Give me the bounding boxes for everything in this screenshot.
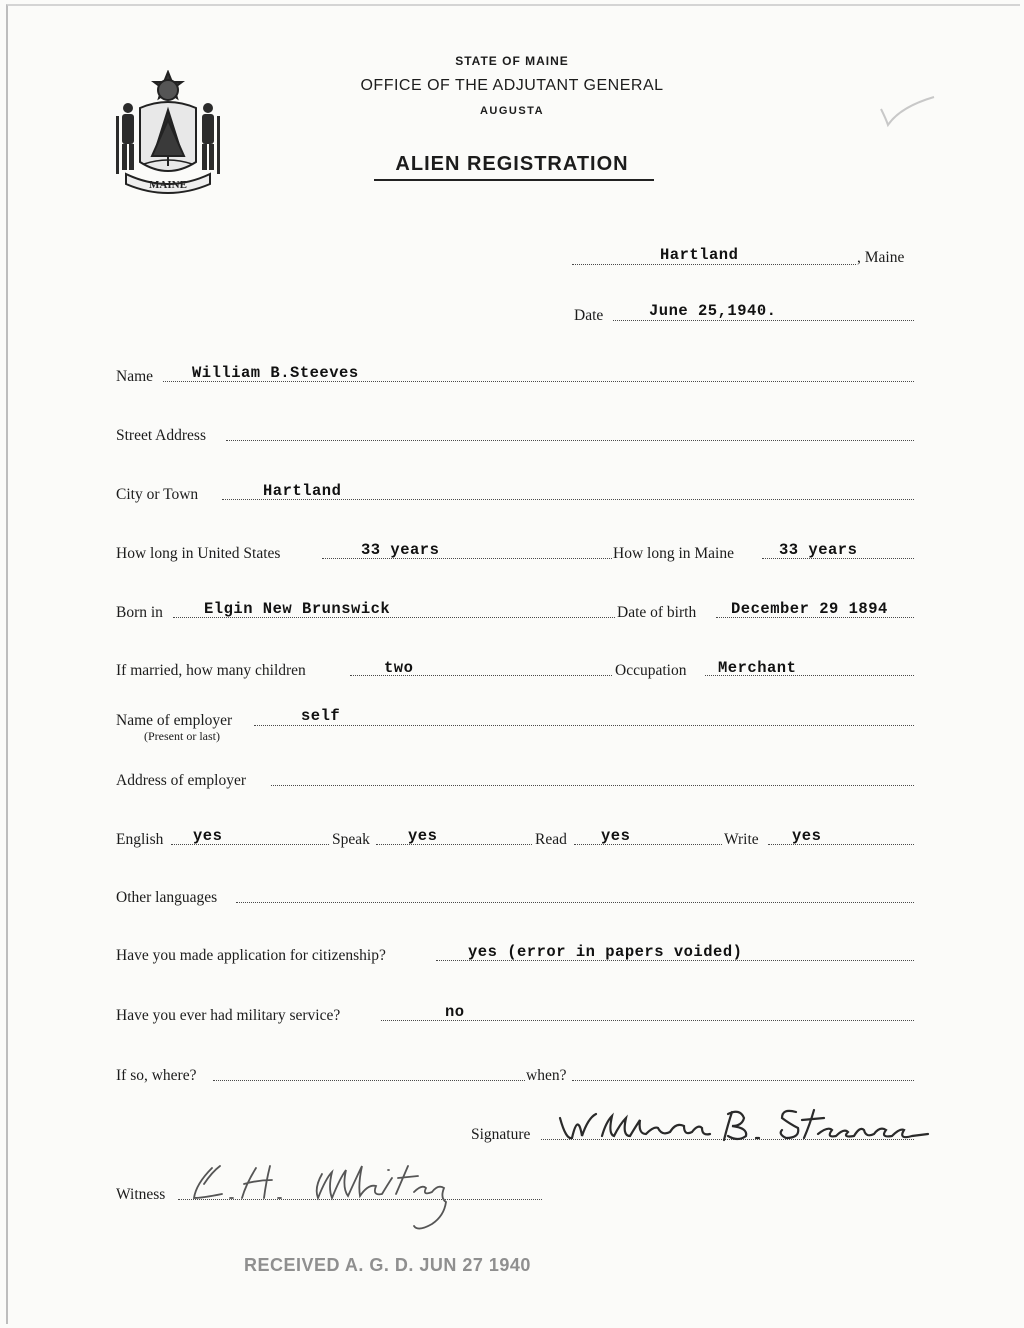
check-mark-icon: [878, 95, 938, 129]
signature-label: Signature: [471, 1126, 531, 1143]
street-label: Street Address: [116, 427, 206, 444]
dob-value: December 29 1894: [731, 600, 888, 618]
speak-label: Speak: [332, 831, 370, 848]
place-town: Hartland: [660, 246, 739, 264]
street-line: [226, 440, 914, 441]
children-value: two: [384, 659, 414, 677]
other-languages-line: [236, 902, 914, 903]
state-heading: STATE OF MAINE: [455, 54, 569, 68]
us-duration-label: How long in United States: [116, 545, 281, 562]
dob-label: Date of birth: [617, 604, 697, 621]
title-underline: [374, 179, 654, 181]
citizenship-label: Have you made application for citizenship?: [116, 947, 386, 964]
date-line: [613, 320, 914, 321]
city-value: Hartland: [263, 482, 342, 500]
maine-duration-label: How long in Maine: [613, 545, 734, 562]
witness-label: Witness: [116, 1186, 166, 1203]
date-label: Date: [574, 307, 604, 324]
military-value: no: [445, 1003, 465, 1021]
seal-text: MAINE: [149, 179, 187, 191]
when-label: when?: [526, 1067, 567, 1084]
where-line: [213, 1080, 525, 1081]
witness-handwriting: [182, 1154, 472, 1234]
form-title: ALIEN REGISTRATION: [395, 153, 629, 175]
write-line: [768, 844, 914, 845]
other-languages-label: Other languages: [116, 889, 218, 906]
city-label: City or Town: [116, 486, 199, 503]
employer-sublabel: (Present or last): [144, 729, 220, 743]
occupation-value: Merchant: [718, 659, 797, 677]
office-heading: OFFICE OF THE ADJUTANT GENERAL: [360, 77, 664, 94]
signature-handwriting: [542, 1104, 940, 1150]
employer-line: [254, 725, 914, 726]
us-duration-value: 33 years: [361, 541, 440, 559]
english-value: yes: [193, 827, 223, 845]
employer-value: self: [301, 707, 341, 725]
name-label: Name: [116, 368, 154, 385]
write-value: yes: [792, 827, 822, 845]
speak-line: [376, 844, 532, 845]
write-label: Write: [724, 831, 759, 848]
date-value: June 25,1940.: [649, 302, 777, 320]
born-in-value: Elgin New Brunswick: [204, 600, 391, 618]
english-label: English: [116, 831, 164, 848]
where-label: If so, where?: [116, 1067, 197, 1084]
city-heading: AUGUSTA: [479, 105, 545, 117]
received-stamp: RECEIVED A. G. D. JUN 27 1940: [244, 1255, 531, 1275]
read-line: [574, 844, 722, 845]
when-line: [572, 1080, 914, 1081]
speak-value: yes: [408, 827, 438, 845]
name-value: William B.Steeves: [192, 364, 359, 382]
read-value: yes: [601, 827, 631, 845]
children-label: If married, how many children: [116, 662, 306, 679]
maine-duration-value: 33 years: [779, 541, 858, 559]
employer-address-line: [271, 785, 914, 786]
occupation-label: Occupation: [615, 662, 687, 679]
born-in-label: Born in: [116, 604, 163, 621]
read-label: Read: [535, 831, 567, 848]
place-state-label: , Maine: [857, 249, 905, 266]
military-label: Have you ever had military service?: [116, 1007, 341, 1024]
employer-label: Name of employer: [116, 712, 233, 729]
citizenship-value: yes (error in papers voided): [468, 943, 743, 961]
employer-address-label: Address of employer: [116, 772, 246, 789]
place-line: [572, 264, 856, 265]
